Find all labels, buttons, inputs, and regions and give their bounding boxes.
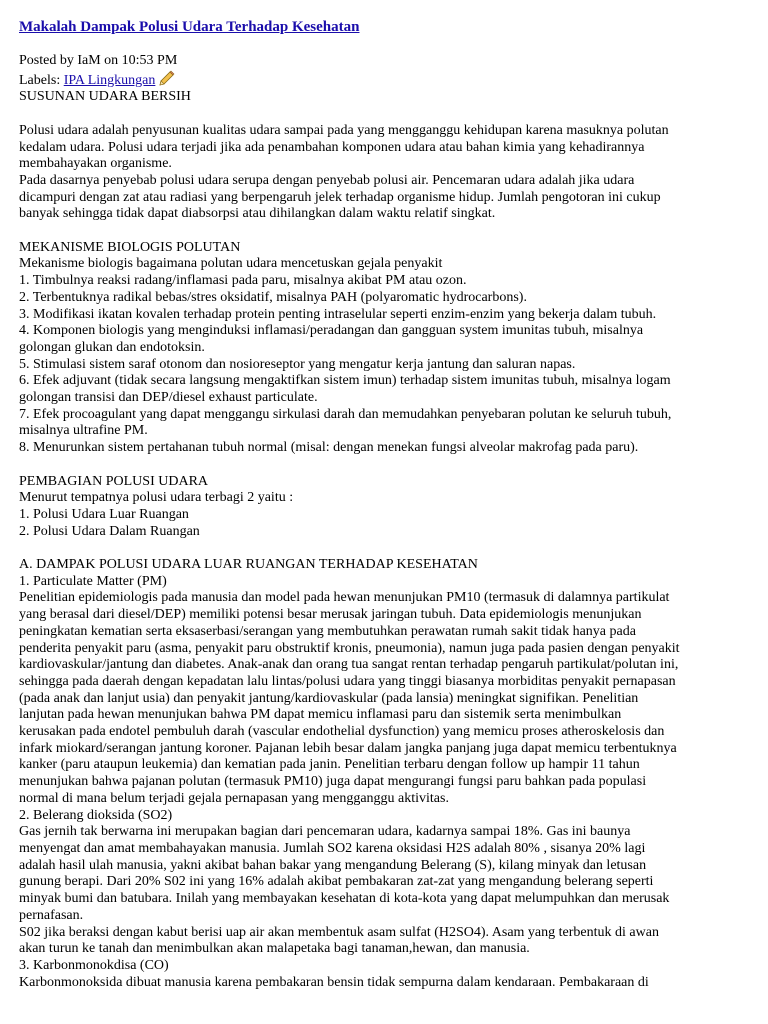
text-line: menyengat dan amat membahayakan manusia. Jumlah SO2 karena oksidasi H2S adalah 80% , sisanya 20% lagi xyxy=(19,840,646,856)
text-line: 1. Particulate Matter (PM) xyxy=(19,573,167,589)
text-line: gunung berapi. Dari 20% S02 ini yang 16% adalah akibat pembakaran zat-zat yang mengandung belerang seperti xyxy=(19,874,654,890)
text-line: MEKANISME BIOLOGIS POLUTAN xyxy=(19,239,241,255)
text-line: banyak sehingga tidak dapat diabsorpsi atau dihilangkan dalam waktu relatif singkat. xyxy=(19,206,496,222)
text-line: PEMBAGIAN POLUSI UDARA xyxy=(19,473,209,489)
text-line: 2. Terbentuknya radikal bebas/stres oksidatif, misalnya PAH (polyaromatic hydrocarbons). xyxy=(19,289,527,305)
text-line: infark miokard/serangan jantung koroner. Pajanan lebih besar dalam jangka panjang juga dapat memicu terbentuknya xyxy=(19,740,677,756)
blog-post xyxy=(19,17,749,991)
text-line: Pada dasarnya penyebab polusi udara serupa dengan penyebab polusi air. Pencemaran udara adalah jika udara xyxy=(19,172,635,188)
text-line: peningkatan kematian serta eksaserbasi/serangan yang membutuhkan perawatan rumah sakit tidak hanya pada xyxy=(19,623,636,639)
text-line: A. DAMPAK POLUSI UDARA LUAR RUANGAN TERHADAP KESEHATAN xyxy=(19,557,478,573)
text-line: kanker (paru ataupun leukemia) dan kematian pada janin. Penelitian terbaru dengan follow up hampir 11 tahun xyxy=(19,757,640,773)
text-line: kardiovaskular/jantung dan diabetes. Anak-anak dan orang tua sangat rentan terhadap pengaruh partikulat/polutan ini, xyxy=(19,657,679,673)
text-line: Polusi udara adalah penyusunan kualitas udara sampai pada yang mengganggu kehidupan karena masuknya polutan xyxy=(19,122,669,138)
text-line: Mekanisme biologis bagaimana polutan udara mencetuskan gejala penyakit xyxy=(19,256,443,272)
text-line: 2. Polusi Udara Dalam Ruangan xyxy=(19,523,200,539)
article-body xyxy=(19,89,749,991)
text-line: 3. Modifikasi ikatan kovalen terhadap protein penting intraselular seperti enzim-enzim yang bekerja dalam tubuh. xyxy=(19,306,657,322)
text-line: lanjutan pada hewan menunjukan bahwa PM dapat memicu inflamasi paru dan sistemik serta menimbulkan xyxy=(19,707,622,723)
post-labels xyxy=(19,70,749,90)
paragraph-gap xyxy=(19,106,749,123)
text-line: Penelitian epidemiologis pada manusia dan model pada hewan menunjukan PM10 (termasuk di dalamnya partikulat xyxy=(19,590,670,606)
text-line: minyak bumi dan batubara. Inilah yang membayakan kesehatan di kota-kota yang dapat melumpuhkan dan merusak xyxy=(19,891,670,907)
text-line: adalah hasil ulah manusia, yakni akibat bahan bakar yang mengandung Belerang (S), kilang minyak dan letusan xyxy=(19,857,647,873)
post-byline: Posted by IaM on 10:53 PM xyxy=(19,53,178,68)
text-line: (pada anak dan lanjut usia) dan penyakit jantung/kardiovaskular (pada lansia) meningkat signifikan. Penelitian xyxy=(19,690,639,706)
paragraph-gap xyxy=(19,223,749,240)
text-line: 2. Belerang dioksida (SO2) xyxy=(19,807,173,823)
text-line: S02 jika beraksi dengan kabut berisi uap air akan membentuk asam sulfat (H2SO4). Asam yang terbentuk di awan xyxy=(19,924,659,940)
text-line: membahayakan organisme. xyxy=(19,156,172,172)
text-line: Gas jernih tak berwarna ini merupakan bagian dari pencemaran udara, kadarnya sampai 18%. Gas ini baunya xyxy=(19,824,631,840)
text-line: 8. Menurunkan sistem pertahanan tubuh normal (misal: dengan menekan fungsi alveolar makrofag pada paru). xyxy=(19,440,639,456)
text-line: akan turun ke tanah dan menimbulkan akan malapetaka bagi tanaman,hewan, dan manusia. xyxy=(19,941,530,957)
labels-prefix: Labels: xyxy=(19,72,64,88)
text-line: dicampuri dengan zat atau radiasi yang berpengaruh jelek terhadap organisme hidup. Jumlah pengotoran ini cukup xyxy=(19,189,661,205)
text-line: 3. Karbonmonokdisa (CO) xyxy=(19,957,169,973)
text-line: Karbonmonoksida dibuat manusia karena pembakaran bensin tidak sempurna dalam kendaraan. Pembakaraan di xyxy=(19,974,649,990)
paragraph-gap xyxy=(19,457,749,474)
text-line: 6. Efek adjuvant (tidak secara langsung mengaktifkan sistem imun) terhadap sistem imunitas tubuh, misalnya logam xyxy=(19,373,671,389)
text-line: kerusakan pada endotel pembuluh darah (vascular endothelial dysfunction) yang memicu proses atheroskelosis dan xyxy=(19,724,665,740)
text-line: 5. Stimulasi sistem saraf otonom dan nosioreseptor yang mengatur kerja jantung dan saluran napas. xyxy=(19,356,576,372)
text-line: penderita penyakit paru (asma, penyakit paru obstruktif kronis, pneumonia), namun juga pada pasien dengan penyakit xyxy=(19,640,680,656)
text-line: golongan transisi dan DEP/diesel exhaust particulate. xyxy=(19,390,318,406)
text-line: sehingga pada daerah dengan kepadatan lalu lintas/polusi udara yang tinggi biasanya morbiditas penyakit pernapasan xyxy=(19,673,676,689)
post-title-link[interactable]: Makalah Dampak Polusi Udara Terhadap Kesehatan xyxy=(19,19,360,35)
text-line: 4. Komponen biologis yang menginduksi inflamasi/peradangan dan gangguan system imunitas tubuh, misalnya xyxy=(19,323,644,339)
text-line: normal di mana belum terjadi gejala pernapasan yang mengganggu aktivitas. xyxy=(19,790,449,806)
label-link-ipa-lingkungan[interactable]: IPA Lingkungan xyxy=(63,72,156,88)
text-line: Menurut tempatnya polusi udara terbagi 2 yaitu : xyxy=(19,490,294,506)
paragraph-gap xyxy=(19,540,749,557)
text-line: 7. Efek procoagulant yang dapat menggangu sirkulasi darah dan memudahkan penyebaran polutan ke seluruh tubuh, xyxy=(19,406,672,422)
text-line: SUSUNAN UDARA BERSIH xyxy=(19,89,191,105)
text-line: kedalam udara. Polusi udara terjadi jika ada penambahan komponen udara atau bahan kimia yang kehadirannya xyxy=(19,139,645,155)
text-line: 1. Timbulnya reaksi radang/inflamasi pada paru, misalnya akibat PM atau ozon. xyxy=(19,273,467,289)
text-line: misalnya ultrafine PM. xyxy=(19,423,148,439)
text-line: golongan glukan dan endotoksin. xyxy=(19,339,205,355)
text-line: yang berasal dari diesel/DEP) memiliki potensi besar merusak jaringan tubuh. Data epidemiologis menunjukan xyxy=(19,607,642,623)
pencil-icon[interactable] xyxy=(158,70,175,87)
text-line: menunjukan bahwa pajanan polutan (termasuk PM10) juga dapat mengurangi fungsi paru bahkan pada populasi xyxy=(19,774,647,790)
text-line: 1. Polusi Udara Luar Ruangan xyxy=(19,506,189,522)
text-line: pernafasan. xyxy=(19,907,84,923)
